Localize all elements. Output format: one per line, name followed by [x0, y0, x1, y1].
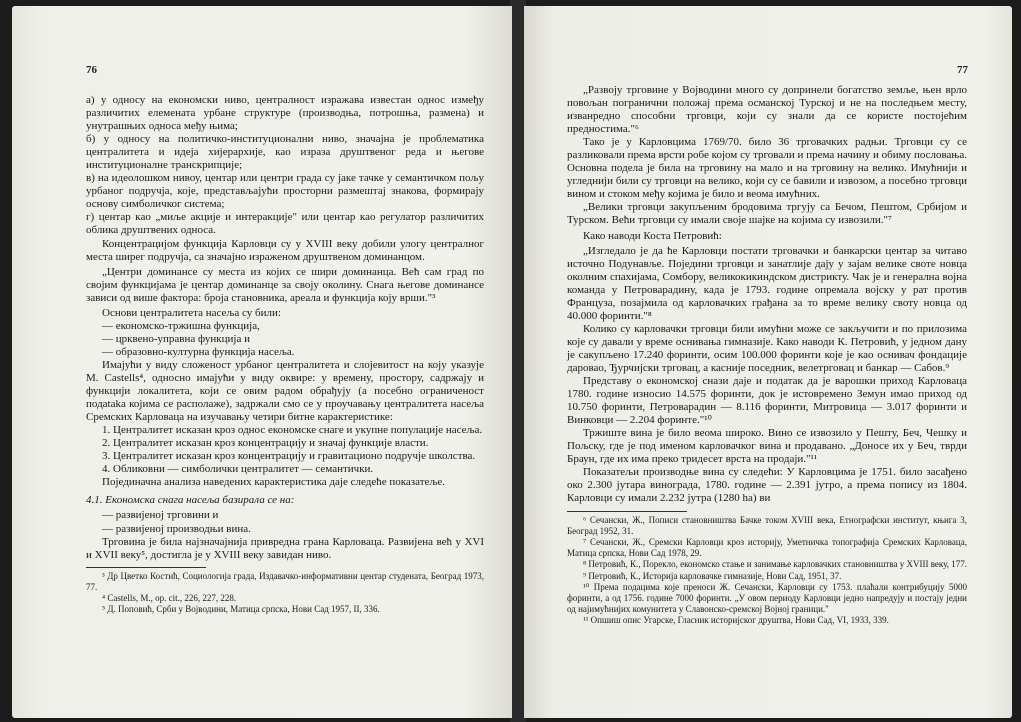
paragraph: г) центар као „миље акције и интеракције" или центар као регулатор различитих облика друштвених односа.: [86, 211, 484, 237]
right-page: [524, 6, 1012, 718]
left-text-column: [86, 94, 484, 615]
paragraph: б) у односу на политичко-институционални ниво, значајна је проблематика централитета и идеја хијерархије, као израза друштвеног реда и његове институционалне транскрипције;: [86, 133, 484, 172]
footnote: ⁸ Петровић, К., Порекло, економско стање и занимање карловачких становништва у XVIII веку, 177.: [583, 559, 968, 570]
page-number-left: 76: [86, 64, 97, 76]
paragraph: Како наводи Коста Петровић:: [583, 229, 722, 242]
paragraph: а) у односу на економски ниво, централност изражава известан однос између различитих елемената урбане структуре (производња, потрошња, размена) и унутрашњих односа међу њима;: [86, 94, 484, 133]
footnote: ⁶ Сечански, Ж., Пописи становништва Бачке током XVIII века, Етнографски институт, књига 3, Београд 1952, 31.: [567, 514, 967, 536]
paragraph: Концентрацијом функција Карловци су у XVIII веку добили улогу централног места ширег подручја, са значајно израженом друштвеном доминанцом.: [86, 237, 484, 263]
paragraph: Представу о економској снази даје и податак да је варошки приход Карловаца 1780. године износио 14.575 форинти, док је истовремено Земун имао приход од 10.750 форинти, Петроварадин — 8.116 форинти, Митровица — 3.017 форинти и Винковци — 2.204 форинте."¹⁰: [567, 375, 967, 427]
footnotes-left: [86, 571, 484, 616]
paragraph: Појединачна анализа наведених карактеристика даје следеће показатеље.: [102, 476, 446, 489]
footnote-divider: [567, 511, 687, 512]
list-item: 3. Централитет исказан кроз концентрацију и гравитационо подручје школства.: [102, 450, 476, 463]
paragraph: Основи централитета насеља су били:: [102, 306, 281, 319]
paragraph: Имајући у виду сложеност урбаног централитета и слојевитост на коју указује M. Castells⁴, односно имајући у виду оквире: у времену, простору, садржају и функцији локалитета, који се овим радом обрађују (а посебно ограниченост подataka којима се располаже), задржали смо се у проучавању централитета насеља Сремских Карловаца на изучавању четири битне карактеристике:: [86, 358, 484, 424]
paragraph: в) на идеолошком нивоу, центар или центри града су јаке тачке у семантичком пољу урбаног подручја, које, представљајући просторни размештај знакова, формирају основу симболичког система;: [86, 172, 484, 211]
footnote: ¹¹ Опшиш опис Угарске, Гласник историјског друштва, Нови Сад, VI, 1933, 339.: [583, 615, 889, 626]
paragraph: „Изгледало је да ће Карловци постати трговачки и банкарски центар за читаво источно Подунавље. Поједини трговци и занатлије дају у зајам велике своте новца околним спахијама, Сомбору, великокикиндском дистрикту. Чак је и генерална војна команда у Петроварадину, када је 1793. године опремала војску у рат против Француза, позајмила од карловачких грађана за то време велику своту новца од 40.000 форинти."⁸: [567, 244, 967, 322]
right-text-column: [567, 84, 967, 627]
paragraph: Трговина је била најзначајнија привредна грана Карловаца. Развијена већ у XVI и XVII веку⁵, достигла је у XVIII веку завидан ниво.: [86, 535, 484, 561]
list-item: — образовно-културна функција насеља.: [102, 345, 295, 358]
list-item: 1. Централитет исказан кроз однос економске снаге и укупне популације насеља.: [102, 424, 483, 437]
list-item: 2. Централитет исказан кроз концентрацију и значај функције власти.: [102, 437, 429, 450]
list-item: — економско-тржишна функција,: [102, 319, 260, 332]
footnote: ¹⁰ Према подацима које преноси Ж. Сечански, Карловци су 1753. плаћали контрибуцију 5000 форинти, а од 1756. године 7000 форинти. „У овом периоду Карловци једно напредују и постају једни од најимућнијих комунитета у Славонско-сремској Војној граници.": [567, 581, 967, 615]
paragraph: Тако је у Карловцима 1769/70. било 36 трговачких радњи. Трговци су се разликовали према врсти робе којом су трговали и према начину и обиму пословања. Основна подела је била на трговину на мало и на трговину на велико. Имућнији и угледнији били су трговци на велико, који су се бавили и извозом, а посебно трговци вином и стоком међу којима је било и веома имућних.: [567, 136, 967, 201]
footnote: ⁷ Сечански, Ж., Сремски Карловци кроз историју, Уметничка топографија Сремских Карловаца, Матица српска, Нови Сад 1978, 29.: [567, 536, 967, 559]
footnote-divider: [86, 567, 206, 568]
list-item: — развијеној трговини и: [102, 509, 219, 522]
paragraph: „Развоју трговине у Војводини много су допринели богатство земље, њен врло повољан погранични положај према османској Турској и не на последњем месту, изванредно способни трговци, који су знали да се користе постојећим предностима."⁶: [567, 84, 967, 136]
paragraph: Тржиште вина је било веома широко. Вино се извозило у Пешту, Беч, Чешку и Пољску, где је под именом карловачког вина и продавано. „Доносе их у Беч, тврди Браун, где их има преко тридесет врста на продаји."¹¹: [567, 427, 967, 466]
page-number-right: 77: [957, 64, 968, 76]
list-item: — развијеној производњи вина.: [102, 522, 251, 535]
list-item: — црквено-управна функција и: [102, 332, 250, 345]
section-heading: 4.1. Економска снага насеља базирала се на:: [86, 494, 295, 507]
list-item: 4. Обликовни — симболички централитет — семантички.: [102, 463, 374, 476]
footnote: ³ Др Цветко Костић, Социологија града, Издавачко-информативни центар студената, Београд 1973, 77.: [86, 570, 484, 592]
footnote: ⁹ Петровић, К., Историја карловачке гимназије, Нови Сад, 1951, 37.: [583, 570, 842, 581]
left-page: [12, 6, 512, 718]
paragraph: „Центри доминансе су места из којих се шири доминанца. Већ сам град по својим функцијама је центар доминанце за своју околину. Снага његове доминансе зависи од више фактора: броја становника, ареала и функција коју врши."³: [86, 265, 484, 304]
footnote: ⁵ Д. Поповић, Срби у Војводини, Матица српска, Нови Сад 1957, II, 336.: [102, 604, 380, 615]
paragraph: „Велики трговци закупљеним бродовима тргују са Бечом, Пештом, Србијом и Турском. Већи трговци су имали своје шајке на којима су извозили."⁷: [567, 201, 967, 227]
paragraph: Показатељи производње вина су следећи: У Карловцима је 1751. било засађено око 2.300 јутара винограда, 1780. године — 2.391 јутро, а према попису из 1804. Карловци су имали 2.232 јутра (1280 ha) ви: [567, 466, 967, 505]
footnote: ⁴ Castells, M., op. cit., 226, 227, 228.: [102, 593, 237, 604]
footnotes-right: [567, 515, 967, 627]
paragraph: Колико су карловачки трговци били имућни може се закључити и по прилозима које су давали у време оснивања гимназије. Како наводи К. Петровић, у једном дану је сакупљено 17.240 форинти, осим 100.000 форинти које је као оснивач фондације даровао, Ђурчијски трговац, а касније поседник, велетрговац и банкар — Сабов.⁹: [567, 322, 967, 374]
